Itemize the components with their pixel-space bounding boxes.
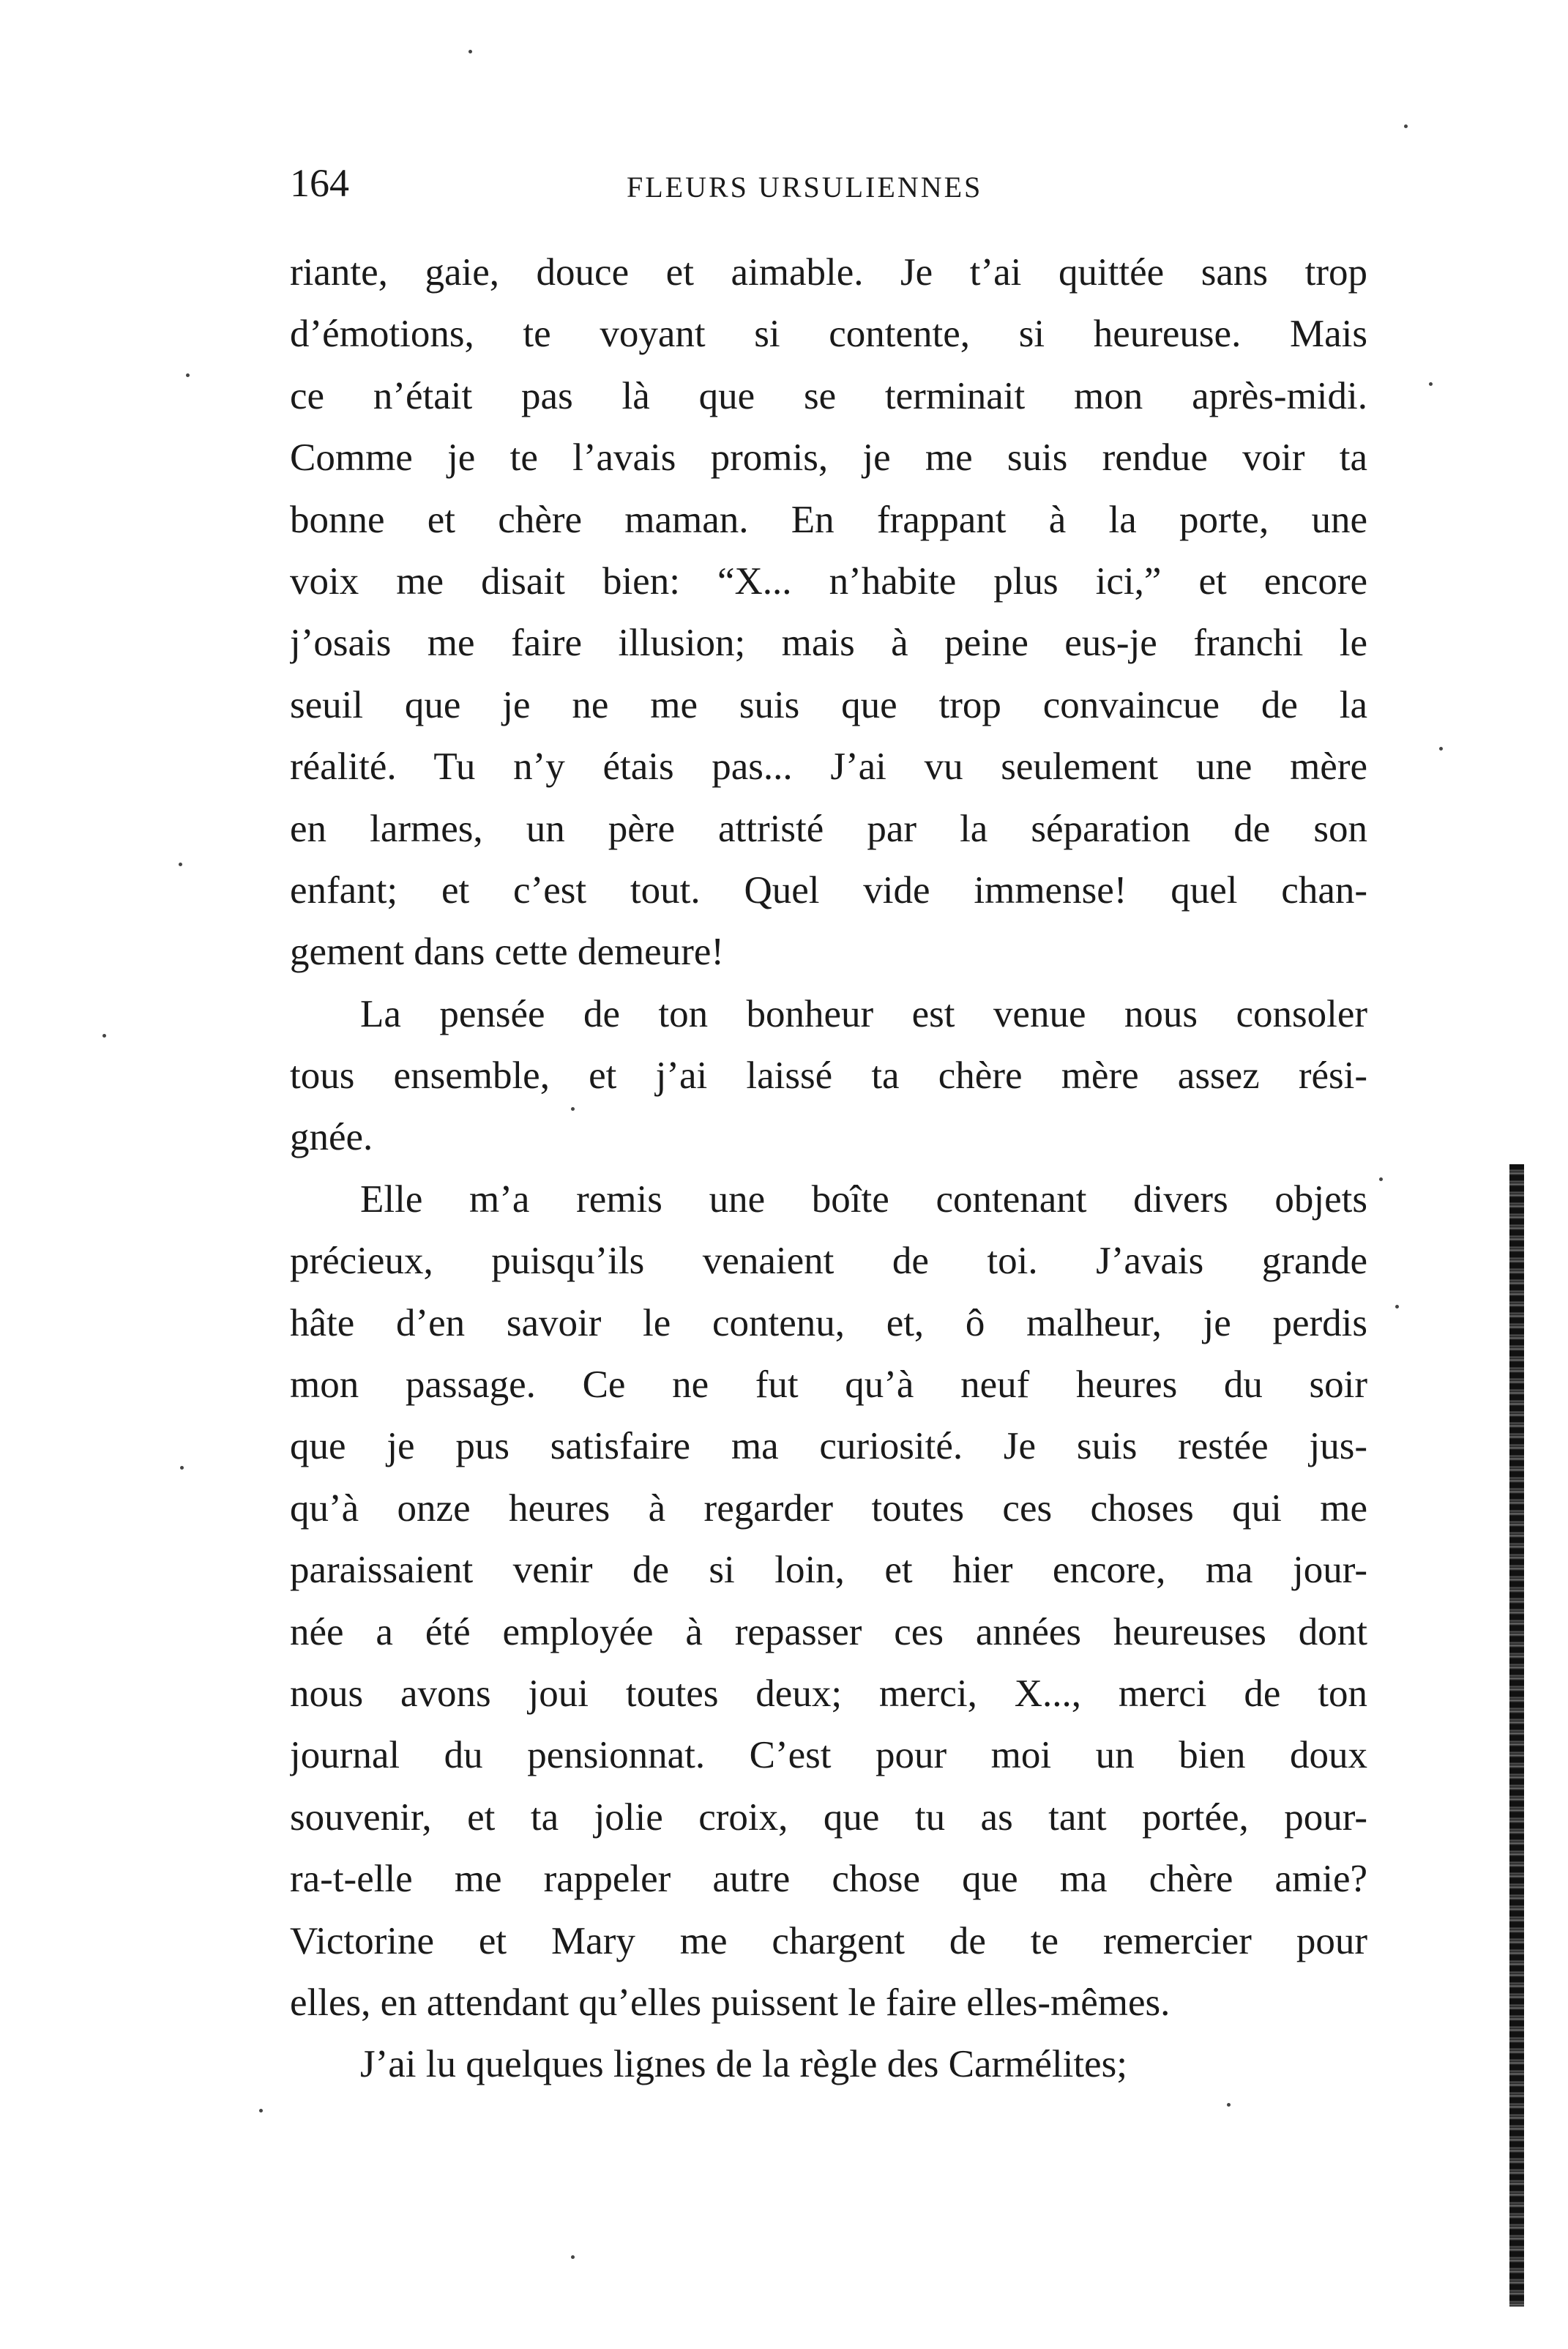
text-line: bonne et chère maman. En frappant à la porte, une <box>290 498 1367 541</box>
scan-speck <box>259 2109 263 2112</box>
text-line: ra-t-elle me rappeler autre chose que ma chère amie? <box>290 1858 1367 1901</box>
text-line: d’émotions, te voyant si contente, si heureuse. Mais <box>290 313 1367 356</box>
text-line: j’osais me faire illusion; mais à peine eus-je franchi le <box>290 622 1367 665</box>
text-line: souvenir, et ta jolie croix, que tu as tant portée, pour- <box>290 1795 1367 1839</box>
scan-speck <box>1404 124 1408 128</box>
running-head <box>290 154 1367 212</box>
text-line: réalité. Tu n’y étais pas... J’ai vu seulement une mère <box>290 745 1367 789</box>
text-line: riante, gaie, douce et aimable. Je t’ai quittée sans trop <box>290 251 1367 294</box>
running-title: FLEURS URSULIENNES <box>627 171 983 204</box>
text-line: hâte d’en savoir le contenu, et, ô malheur, je perdis <box>290 1301 1367 1344</box>
scan-speck <box>102 1034 106 1038</box>
text-line: nous avons joui toutes deux; merci, X..., merci de ton <box>290 1672 1367 1715</box>
scan-speck <box>1227 2103 1231 2107</box>
scan-speck <box>571 2255 575 2259</box>
text-line: gement dans cette demeure! <box>290 931 725 974</box>
text-line: enfant; et c’est tout. Quel vide immense! quel chan- <box>290 868 1367 912</box>
page-number: 164 <box>290 161 349 205</box>
scan-speck <box>180 1466 184 1470</box>
scan-speck <box>1429 382 1433 386</box>
scan-speck <box>186 373 190 377</box>
scan-speck <box>1379 1177 1383 1181</box>
text-line: gnée. <box>290 1116 373 1159</box>
text-line: en larmes, un père attristé par la séparation de son <box>290 807 1367 850</box>
text-line: qu’à onze heures à regarder toutes ces choses qui me <box>290 1486 1367 1530</box>
scan-edge-shadow <box>1509 1164 1524 2307</box>
text-line: voix me disait bien: “X... n’habite plus ici,” et encore <box>290 559 1367 603</box>
text-line: journal du pensionnat. C’est pour moi un bien doux <box>290 1734 1367 1777</box>
text-line: que je pus satisfaire ma curiosité. Je suis restée jus- <box>290 1425 1367 1468</box>
text-line: Comme je te l’avais promis, je me suis rendue voir ta <box>290 436 1367 480</box>
text-line: seuil que je ne me suis que trop convaincue de la <box>290 683 1367 726</box>
scan-speck <box>571 1107 575 1111</box>
text-line: paraissaient venir de si loin, et hier encore, ma jour- <box>290 1549 1367 1592</box>
text-line: mon passage. Ce ne fut qu’à neuf heures du soir <box>290 1363 1367 1407</box>
paragraph-start-line: J’ai lu quelques lignes de la règle des Carmélites; <box>360 2043 1127 2086</box>
scan-speck <box>1395 1305 1399 1308</box>
text-line: ce n’était pas là que se terminait mon après-midi. <box>290 374 1367 417</box>
paragraph-start-line: Elle m’a remis une boîte contenant divers objets <box>360 1177 1367 1221</box>
body-text <box>290 242 1367 2096</box>
text-line: précieux, puisqu’ils venaient de toi. J’avais grande <box>290 1240 1367 1283</box>
paragraph-start-line: La pensée de ton bonheur est venue nous consoler <box>360 992 1367 1035</box>
text-line: tous ensemble, et j’ai laissé ta chère mère assez rési- <box>290 1054 1367 1098</box>
scan-speck <box>179 863 182 866</box>
scan-speck <box>1439 747 1443 751</box>
scan-speck <box>468 50 472 53</box>
text-line: Victorine et Mary me chargent de te remercier pour <box>290 1919 1367 1962</box>
text-line: née a été employée à repasser ces années heureuses dont <box>290 1610 1367 1653</box>
text-line: elles, en attendant qu’elles puissent le faire elles-mêmes. <box>290 1981 1171 2024</box>
